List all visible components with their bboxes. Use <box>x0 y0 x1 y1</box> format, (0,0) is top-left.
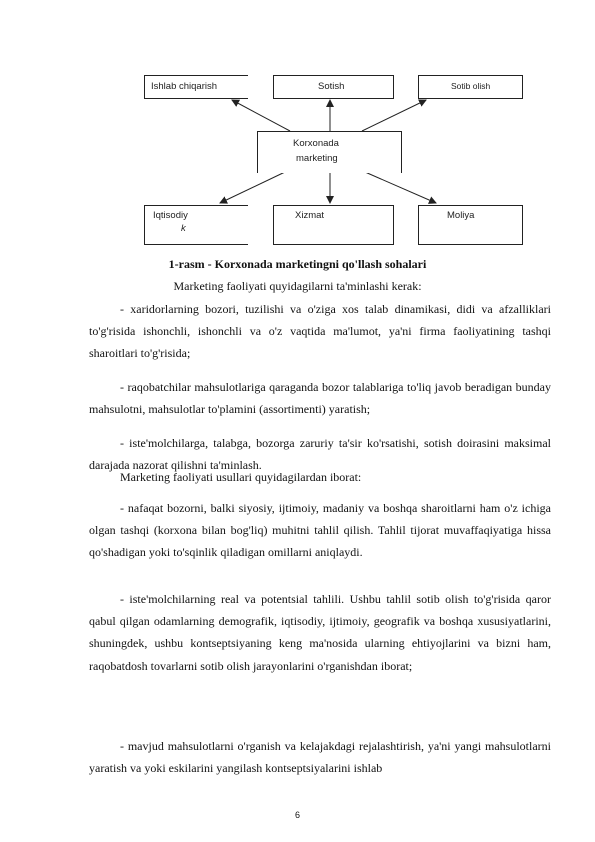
box-xizmat <box>273 205 394 245</box>
marketing-diagram <box>0 0 595 250</box>
box-ishlab-chiqarish <box>144 75 248 99</box>
box-iqtisodiy-mark: k <box>181 223 186 234</box>
box-sotib-label: Sotib olish <box>451 81 491 91</box>
paragraph-3: - iste'molchilarga, talabga, bozorga zaruriy ta'sir ko'rsatishi, sotish doirasini maksimal darajada nazorat qilishni ta'minlash. <box>89 436 551 473</box>
intro-line: Marketing faoliyati quyidagilarni ta'minlashi kerak: <box>173 279 422 293</box>
box-moliya <box>418 205 523 245</box>
paragraph-2: - raqobatchilar mahsulotlariga qaraganda bozor talablariga to'liq javob beradigan bunday mahsulotni, mahsulotlar to'plamini (assortimenti) yaratish; <box>89 380 551 417</box>
box-ishlab-label: Ishlab chiqarish <box>151 81 218 92</box>
figure-caption: 1-rasm - Korxonada marketingni qo'llash sohalari <box>168 257 427 271</box>
box-iqtisodiy <box>144 205 248 245</box>
paragraph-1: - xaridorlarning bozori, tuzilishi va o'ziga xos talab dinamikasi, didi va afzalliklari to'g'risida ishonchli, ishonchli va o'z vaqtida ma'lumot, ya'ni firma faoliyatining tashqi sharoitlari to'g'risida; <box>89 302 551 361</box>
box-xizmat-label: Xizmat <box>295 210 325 221</box>
box-center-line2: marketing <box>296 153 338 164</box>
box-sotish <box>273 75 394 99</box>
box-korxonada-marketing <box>257 131 402 173</box>
paragraph-4: Marketing faoliyati usullari quyidagilardan iborat: <box>120 470 362 484</box>
paragraph-6: - iste'molchilarning real va potentsial tahlili. Ushbu tahlil sotib olish to'g'risida qaror qabul qilgan odamlarning demografik, iqtisodiy, ijtimoiy, geografik va boshqa xususiyatlarini, shuningdek, ushbu kontseptsiyaning keng ma'nosida ularning ehtiyojlarini va bizni ham, raqobatdosh tovarlarni sotib olish jarayonlarini o'rganishdan iborat; <box>89 592 551 673</box>
box-center-line1: Korxonada <box>293 138 339 149</box>
arrow-to-ishlab <box>232 100 290 131</box>
box-moliya-label: Moliya <box>447 210 475 221</box>
box-sotish-label: Sotish <box>318 81 345 92</box>
paragraph-5: - nafaqat bozorni, balki siyosiy, ijtimoiy, madaniy va boshqa sharoitlarni ham o'z ichiga olgan tashqi (korxona bilan bog'liq) muhitni tahlil qilish. Tahlil tijorat muvaffaqiyatiga hissa qo'shadigan yoki to'sqinlik qiladigan omillarni aniqlaydi. <box>89 501 551 560</box>
arrow-to-moliya <box>365 172 436 203</box>
arrow-to-iqtisodiy <box>220 172 285 203</box>
arrow-to-sotib <box>362 100 426 131</box>
box-iqtisodiy-label: Iqtisodiy <box>153 210 188 221</box>
page-number: 6 <box>294 810 300 820</box>
paragraph-7: - mavjud mahsulotlarni o'rganish va kelajakdagi rejalashtirish, ya'ni yangi mahsulotlarni yaratish va yoki eskilarini yangilash kontseptsiyalarini ishlab <box>89 739 551 776</box>
box-sotib-olish <box>418 75 523 99</box>
